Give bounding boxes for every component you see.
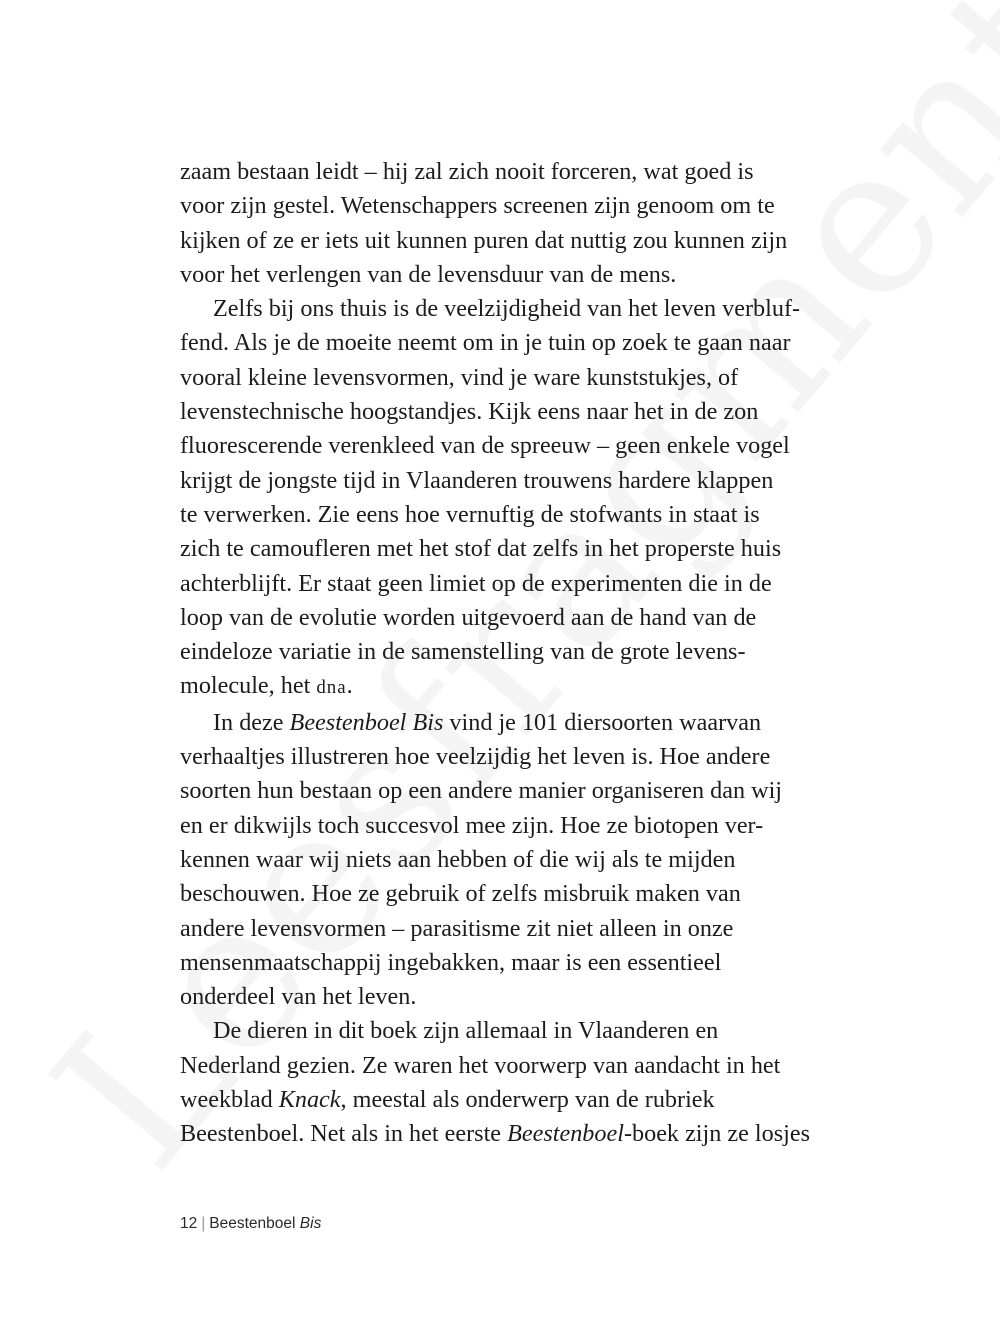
page-footer [180,1215,321,1233]
paragraph-4 [180,1014,840,1151]
text-line: zich te camoufleren met het stof dat zelfs in het properste huis [180,535,782,563]
text-line: fend. Als je de moeite neemt om in je tuin op zoek te gaan naar [180,329,791,357]
text-line: beschouwen. Hoe ze gebruik of zelfs misbruik maken van [180,880,741,908]
body-text [180,155,840,1152]
paragraph-2 [180,292,840,706]
text-line: zaam bestaan leidt – hij zal zich nooit forceren, wat goed is [180,158,754,185]
text-line: verhaaltjes illustreren hoe veelzijdig het leven is. Hoe andere [180,743,771,771]
abbreviation-dna: dna [316,677,347,699]
text-line: Zelfs bij ons thuis is de veelzijdigheid van het leven verbluf- [213,295,801,323]
text-line: eindeloze variatie in de samenstelling van de grote levens- [180,638,746,666]
text-run: Beestenboel. Net als in het eerste [180,1120,508,1148]
text-line: te verwerken. Zie eens hoe vernuftig de stofwants in staat is [180,500,760,528]
text-line: andere levensvormen – parasitisme zit niet alleen in onze [180,914,734,942]
text-run: , meestal als onderwerp van de rubriek [340,1086,715,1114]
text-line [180,669,840,705]
text-run: molecule, het [180,672,317,700]
text-line: vooral kleine levensvormen, vind je ware kunststukjes, of [180,363,739,391]
book-title-italic: Beestenboel [507,1120,624,1148]
text-line: soorten hun bestaan op een andere manier organiseren dan wij [180,777,783,805]
book-title-italic: Beestenboel Bis [289,708,444,736]
text-line: voor het verlengen van de levensduur van de mens. [180,260,677,288]
text-line: fluorescerende verenkleed van de spreeuw – geen enkele vogel [180,432,790,460]
running-title-italic: Bis [299,1215,322,1232]
text-line: en er dikwijls toch succesvol mee zijn. Hoe ze biotopen ver- [180,811,764,839]
text-run: In deze [213,708,290,736]
text-run: . [346,672,353,700]
text-line: loop van de evolutie worden uitgevoerd aan de hand van de [180,603,757,631]
text-line: krijgt de jongste tijd in Vlaanderen trouwens hardere klappen [180,466,774,494]
text-run: -boek zijn ze losjes [623,1120,811,1148]
running-title: Beestenboel [209,1215,300,1232]
text-line: mensenmaatschappij ingebakken, maar is een essentieel [180,948,722,976]
text-line [180,706,840,740]
text-line: achterblijft. Er staat geen limiet op de experimenten die in de [180,569,772,597]
text-line: kijken of ze er iets uit kunnen puren dat nuttig zou kunnen zijn [180,226,788,254]
text-run: vind je 101 diersoorten waarvan [443,708,762,736]
magazine-title-italic: Knack [278,1086,341,1114]
text-line: voor zijn gestel. Wetenschappers screenen zijn genoom om te [180,192,775,220]
text-line: kennen waar wij niets aan hebben of die wij als te mijden [180,845,736,873]
text-line: De dieren in dit boek zijn allemaal in Vlaanderen en [213,1017,719,1045]
page-number: 12 [180,1215,198,1232]
text-line: Nederland gezien. Ze waren het voorwerp van aandacht in het [180,1051,781,1079]
paragraph-3 [180,706,840,1015]
paragraph-1 [180,155,840,292]
text-line [180,1083,840,1117]
text-line: levenstechnische hoogstandjes. Kijk eens naar het in de zon [180,398,759,426]
footer-separator: | [201,1215,206,1232]
text-line: onderdeel van het leven. [180,983,417,1011]
text-run: weekblad [180,1086,279,1114]
text-line [180,1117,840,1151]
